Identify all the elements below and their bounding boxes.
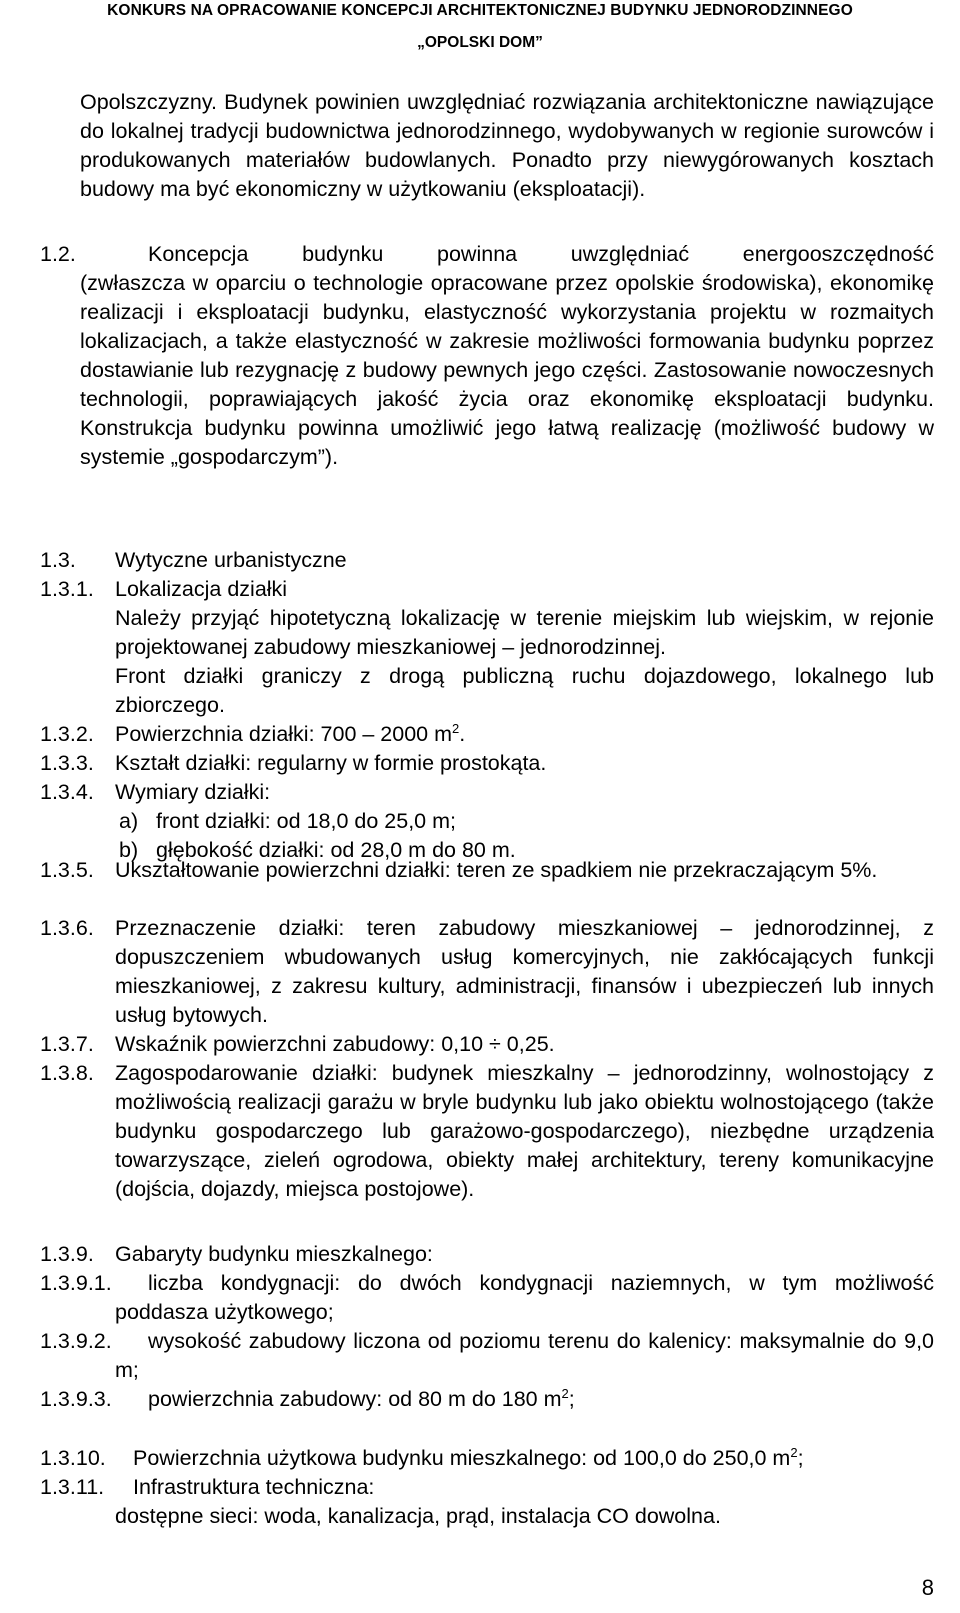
section-text: Gabaryty budynku mieszkalnego: bbox=[115, 1242, 433, 1266]
text-tail: ; bbox=[568, 1387, 575, 1411]
section-text: Przeznaczenie działki: teren zabudowy mieszkaniowej – jednorodzinnej, z dopuszczeniem wbudowanych usług komercyjnych, nie zakłócających funkcji mieszkaniowej, z zakresu kultury, administracji, finansów i ubezpieczeń lub innych usług bytowych. bbox=[115, 916, 934, 1027]
section-title: Wymiary działki: bbox=[115, 780, 271, 804]
section-text bbox=[115, 720, 934, 749]
area-text: powierzchnia zabudowy: od 80 m do 180 m bbox=[148, 1387, 562, 1411]
section-text: Wskaźnik powierzchni zabudowy: 0,10 ÷ 0,25. bbox=[115, 1032, 555, 1056]
section-1-2-first-line: Koncepcja budynku powinna uwzględniać energooszczędność bbox=[148, 242, 934, 266]
section-number: 1.3.10. bbox=[40, 1446, 106, 1470]
section-1-3-11-text: dostępne sieci: woda, kanalizacja, prąd, instalacja CO dowolna. bbox=[115, 1504, 721, 1528]
list-item bbox=[119, 807, 516, 836]
section-number: 1.3. bbox=[40, 548, 76, 572]
section-title: Infrastruktura techniczna: bbox=[133, 1475, 375, 1499]
area-text: Powierzchnia działki: 700 – 2000 m bbox=[115, 722, 453, 746]
page-number: 8 bbox=[921, 1575, 934, 1600]
list-text: głębokość działki: od 28,0 m do 80 m. bbox=[156, 838, 516, 862]
section-title: Lokalizacja działki bbox=[115, 577, 288, 601]
section-number: 1.3.8. bbox=[40, 1061, 94, 1085]
section-1-3-9-2-text: wysokość zabudowy liczona od poziomu terenu do kalenicy: maksymalnie do 9,0 m; bbox=[115, 1329, 934, 1382]
section-1-3-1-paragraph-2: Front działki graniczy z drogą publiczną ruchu dojazdowego, lokalnego lub zbiorczego. bbox=[115, 664, 934, 717]
list-label: a) bbox=[119, 809, 139, 833]
section-number: 1.2. bbox=[40, 242, 76, 266]
section-number: 1.3.11. bbox=[40, 1475, 105, 1499]
section-text bbox=[148, 1385, 934, 1414]
section-number: 1.3.9.3. bbox=[40, 1387, 112, 1411]
superscript: 2 bbox=[790, 1445, 798, 1460]
list-text: front działki: od 18,0 do 25,0 m; bbox=[156, 809, 456, 833]
section-number: 1.3.2. bbox=[40, 722, 94, 746]
section-number: 1.3.9.1. bbox=[40, 1271, 112, 1295]
section-number: 1.3.6. bbox=[40, 916, 94, 940]
header-title: KONKURS NA OPRACOWANIE KONCEPCJI ARCHITEKTONICZNEJ BUDYNKU JEDNORODZINNEGO bbox=[107, 2, 853, 19]
text-tail: . bbox=[459, 722, 466, 746]
superscript: 2 bbox=[561, 1386, 569, 1401]
section-text: Zagospodarowanie działki: budynek mieszkalny – jednorodzinny, wolnostojący z możliwością realizacji garażu w bryle budynku lub jako obiektu wolnostojącego (także budynku gospodarczego lub garażowo-gospodarczego), niezbędne urządzenia towarzyszące, zieleń ogrodowa, obiekty małej architektury, tereny komunikacyjne (dojścia, dojazdy, miejsca postojowe). bbox=[115, 1061, 934, 1201]
section-1-2-body: (zwłaszcza w oparciu o technologie opracowane przez opolskie środowiska), ekonomikę realizacji i eksploatacji budynku, elastyczność wykorzystania projektu w rozmaitych lokalizacjach, a także elastyczność w zakresie możliwości formowania budynku poprzez dostawianie lub rezygnację z budowy pewnych jego części. Zastosowanie nowoczesnych technologii, poprawiających jakość życia oraz ekonomikę eksploatacji budynku. Konstrukcja budynku powinna umożliwić jego łatwą realizację (możliwość budowy w systemie „gospodarczym”). bbox=[80, 271, 934, 469]
section-title: Wytyczne urbanistyczne bbox=[115, 548, 347, 572]
section-1-3-9-1-text: liczba kondygnacji: do dwóch kondygnacji naziemnych, w tym możliwość poddasza użytkowego; bbox=[115, 1271, 934, 1324]
section-number: 1.3.4. bbox=[40, 780, 94, 804]
section-number: 1.3.1. bbox=[40, 577, 94, 601]
section-text: Kształt działki: regularny w formie prostokąta. bbox=[115, 751, 547, 775]
intro-paragraph: Opolszczyzny. Budynek powinien uwzględniać rozwiązania architektoniczne nawiązujące do lokalnej tradycji budownictwa jednorodzinnego, wydobywanych w regionie surowców i produkowanych materiałów budowlanych. Ponadto przy niewygórowanych kosztach budowy ma być ekonomiczny w użytkowaniu (eksploatacji). bbox=[80, 90, 934, 201]
superscript: 2 bbox=[452, 721, 460, 736]
section-number: 1.3.7. bbox=[40, 1032, 94, 1056]
section-text bbox=[133, 1444, 934, 1473]
list-label: b) bbox=[119, 838, 139, 862]
section-number: 1.3.3. bbox=[40, 751, 94, 775]
section-number: 1.3.5. bbox=[40, 858, 94, 882]
area-text: Powierzchnia użytkowa budynku mieszkalnego: od 100,0 do 250,0 m bbox=[133, 1446, 791, 1470]
section-number: 1.3.9.2. bbox=[40, 1329, 112, 1353]
header-subtitle: „OPOLSKI DOM” bbox=[417, 34, 543, 51]
text-tail: ; bbox=[797, 1446, 804, 1470]
section-1-3-1-paragraph-1: Należy przyjąć hipotetyczną lokalizację w terenie miejskim lub wiejskim, w rejonie projektowanej zabudowy mieszkaniowej – jednorodzinnej. bbox=[115, 606, 934, 659]
section-number: 1.3.9. bbox=[40, 1242, 94, 1266]
section-text: Ukształtowanie powierzchni działki: teren ze spadkiem nie przekraczającym 5%. bbox=[115, 858, 878, 882]
